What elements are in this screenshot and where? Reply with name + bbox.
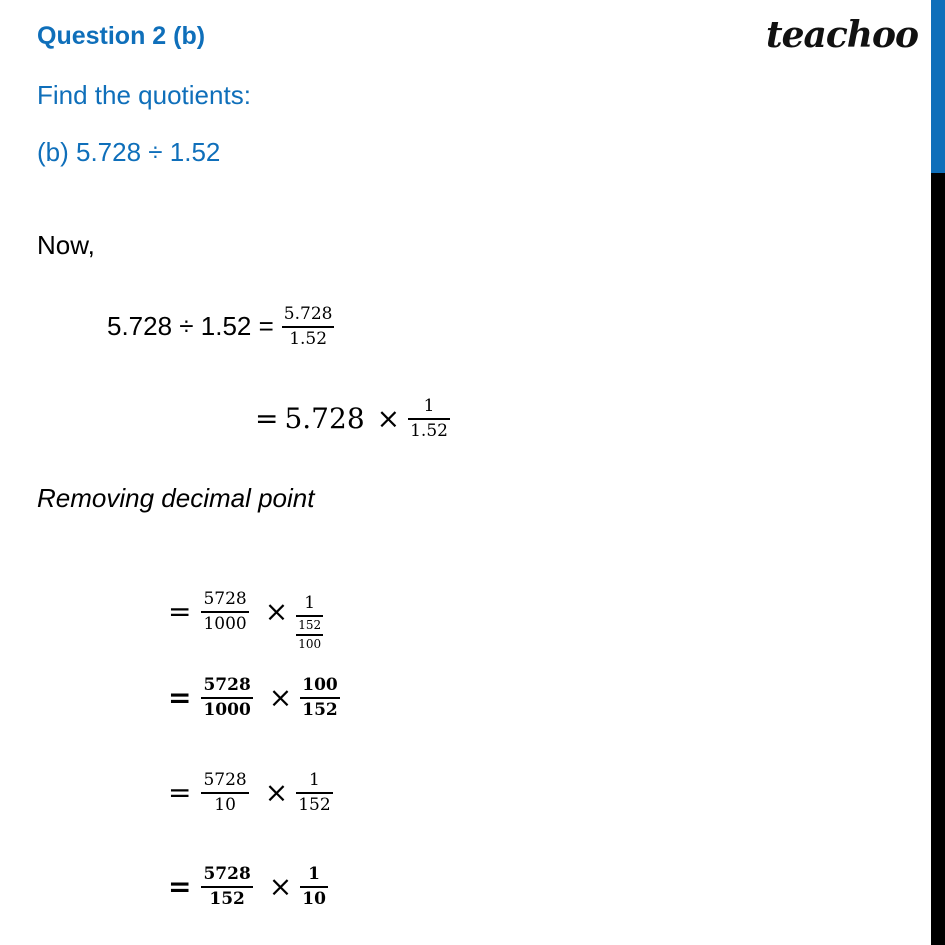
- fraction: $\frac{5728}{152}$: [203, 864, 251, 909]
- fraction: $\frac{5728}{1000}$: [203, 588, 247, 634]
- removing-decimal-label: Removing decimal point: [37, 483, 315, 513]
- question-part: (b) 5.728 ÷ 1.52: [37, 137, 221, 167]
- question-title: Question 2 (b): [37, 22, 206, 50]
- sidebar-accent-bar: [931, 0, 945, 173]
- fraction: $\frac{5.728}{1.52}$: [283, 304, 333, 349]
- now-label: Now,: [37, 230, 95, 260]
- step-1-lhs: 5.728 ÷ 1.52 =: [107, 311, 274, 342]
- fraction: $\frac{100}{152}$: [302, 675, 338, 720]
- fraction: $\frac{5728}{1000}$: [203, 675, 251, 720]
- fraction: $\frac{1}{1.52}$: [410, 396, 448, 441]
- step-6: = $\frac{5728}{152}$ × $\frac{1}{10}$: [168, 864, 326, 909]
- step-5: = $\frac{5728}{10}$ × $\frac{1}{152}$: [168, 770, 331, 815]
- sidebar-dark-bar: [931, 173, 945, 945]
- step-3: = $\frac{5728}{1000}$ × $\frac{1}{\frac{152}{100}}$: [168, 588, 322, 651]
- step-2: = 5.728 × $\frac{1}{1.52}$: [255, 396, 448, 441]
- complex-fraction: $\frac{1}{\frac{152}{100}}$: [298, 593, 322, 651]
- fraction: $\frac{1}{10}$: [302, 864, 326, 909]
- step-4: = $\frac{5728}{1000}$ × $\frac{100}{152}$: [168, 675, 338, 720]
- fraction: $\frac{1}{152}$: [298, 770, 331, 815]
- teachoo-logo: teachoo: [766, 14, 918, 56]
- fraction: $\frac{5728}{10}$: [203, 770, 247, 815]
- step-1: [107, 305, 338, 348]
- question-prompt: Find the quotients:: [37, 80, 251, 110]
